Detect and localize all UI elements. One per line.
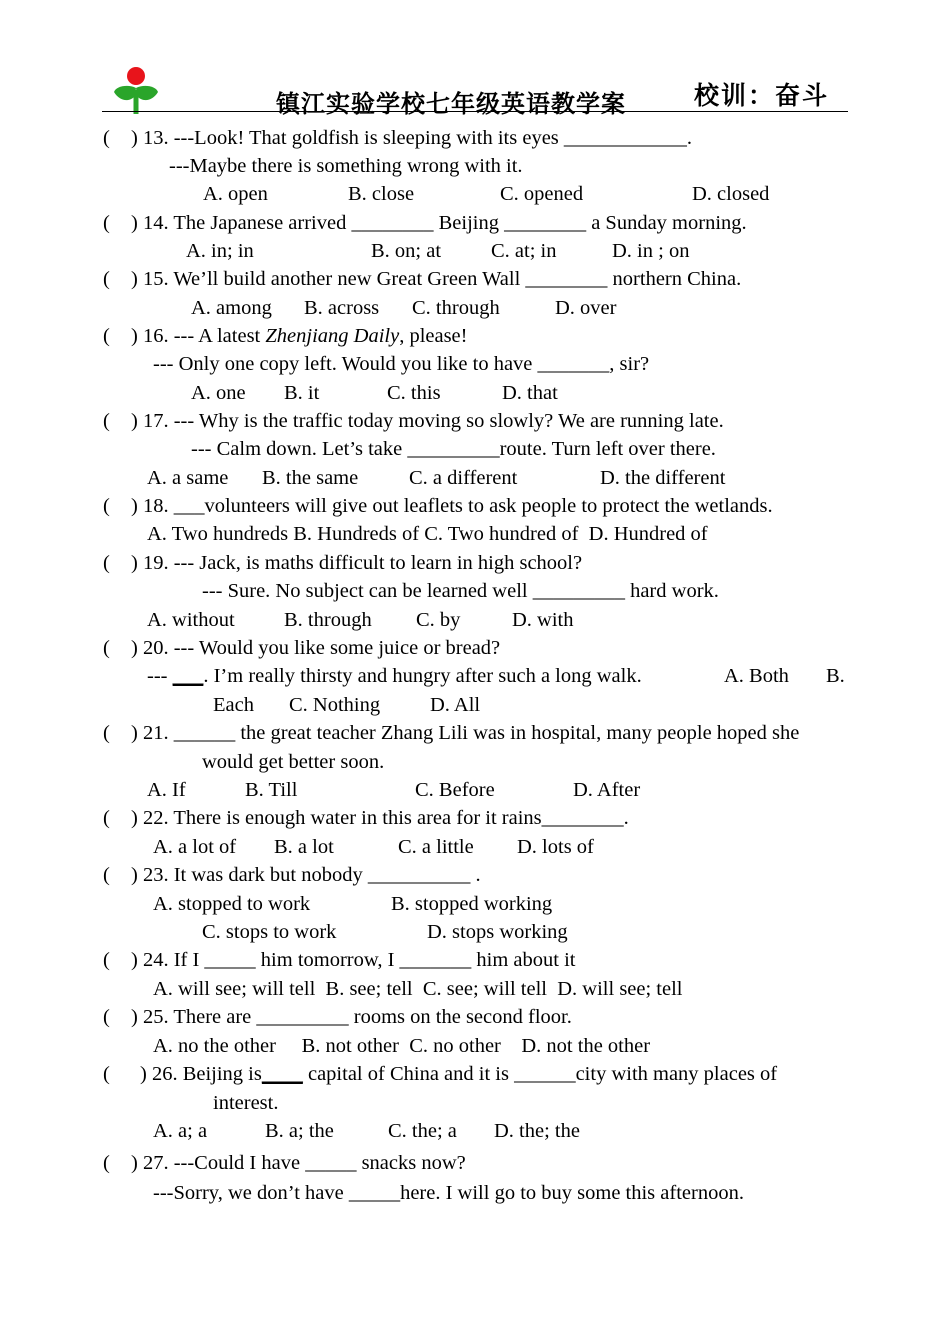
q15-option-b: B. across bbox=[304, 297, 380, 319]
q22-prompt: ) 22. There is enough water in this area for it rains________. bbox=[131, 807, 629, 829]
answer-bracket: ( bbox=[103, 949, 110, 971]
q16-prompt-italic: Zhenjiang Daily bbox=[265, 325, 400, 347]
q13-option-a: A. open bbox=[203, 183, 268, 205]
q19-option-b: B. through bbox=[284, 609, 372, 631]
q19-reply: --- Sure. No subject can be learned well _________ hard work. bbox=[202, 580, 719, 602]
answer-bracket: ( bbox=[103, 722, 110, 744]
q21-option-a: A. If bbox=[147, 779, 186, 801]
q23-option-c: C. stops to work bbox=[202, 921, 337, 943]
q24-options: A. will see; will tell B. see; tell C. see; will tell D. will see; tell bbox=[153, 978, 683, 1000]
answer-bracket: ( bbox=[103, 1152, 110, 1174]
q15-option-a: A. among bbox=[191, 297, 272, 319]
q19-option-c: C. by bbox=[416, 609, 461, 631]
answer-bracket: ( bbox=[103, 212, 110, 234]
q17-option-c: C. a different bbox=[409, 467, 518, 489]
q14-option-d: D. in ; on bbox=[612, 240, 690, 262]
answer-bracket: ( bbox=[103, 637, 110, 659]
q20-option-d: D. All bbox=[430, 694, 481, 716]
q23-option-a: A. stopped to work bbox=[153, 893, 311, 915]
q13-reply: ---Maybe there is something wrong with it. bbox=[169, 155, 523, 177]
q22-option-d: D. lots of bbox=[517, 836, 594, 858]
answer-bracket: ( bbox=[103, 864, 110, 886]
q20-option-a: A. Both bbox=[724, 665, 789, 687]
q16-option-d: D. that bbox=[502, 382, 558, 404]
q20-reply-post: . I’m really thirsty and hungry after such a long walk. bbox=[203, 665, 642, 687]
q16-prompt bbox=[131, 323, 467, 349]
q17-option-b: B. the same bbox=[262, 467, 359, 489]
q16-option-a: A. one bbox=[191, 382, 246, 404]
q26-option-d: D. the; the bbox=[494, 1120, 580, 1142]
q17-option-a: A. a same bbox=[147, 467, 229, 489]
q20-reply-blank: ___ bbox=[172, 665, 204, 687]
header-title: 镇江实验学校七年级英语教学案 bbox=[276, 92, 626, 118]
answer-bracket: ( bbox=[103, 1006, 110, 1028]
q20-option-b-cont: Each bbox=[213, 694, 254, 716]
q15-option-d: D. over bbox=[555, 297, 617, 319]
q16-prompt-post: , please! bbox=[399, 325, 468, 347]
q26-prompt-p2: capital of China and it is ______city with many places of bbox=[302, 1063, 778, 1085]
q26-prompt-cont: interest. bbox=[213, 1092, 279, 1114]
q13-option-c: C. opened bbox=[500, 183, 584, 205]
answer-bracket: ( bbox=[103, 807, 110, 829]
q26-prompt-p1: ) 26. Beijing is bbox=[140, 1063, 262, 1085]
q14-option-a: A. in; in bbox=[186, 240, 254, 262]
q26-option-a: A. a; a bbox=[153, 1120, 208, 1142]
q15-option-c: C. through bbox=[412, 297, 500, 319]
answer-bracket: ( bbox=[103, 410, 110, 432]
q24-prompt: ) 24. If I _____ him tomorrow, I _______ him about it bbox=[131, 949, 576, 971]
q13-prompt: ) 13. ---Look! That goldfish is sleeping with its eyes ____________. bbox=[131, 127, 693, 149]
q23-prompt: ) 23. It was dark but nobody __________ . bbox=[131, 864, 481, 886]
q23-option-b: B. stopped working bbox=[391, 893, 553, 915]
school-motto: 校训：奋斗 bbox=[694, 83, 830, 110]
q17-prompt: ) 17. --- Why is the traffic today moving so slowly? We are running late. bbox=[131, 410, 724, 432]
q14-option-b: B. on; at bbox=[371, 240, 442, 262]
q22-option-b: B. a lot bbox=[274, 836, 334, 858]
answer-bracket: ( bbox=[103, 325, 110, 347]
q14-option-c: C. at; in bbox=[491, 240, 557, 262]
q16-option-c: C. this bbox=[387, 382, 441, 404]
q16-reply: --- Only one copy left. Would you like to have _______, sir? bbox=[153, 353, 650, 375]
header-rule bbox=[102, 111, 848, 112]
q26-option-b: B. a; the bbox=[265, 1120, 334, 1142]
q14-prompt: ) 14. The Japanese arrived ________ Beijing ________ a Sunday morning. bbox=[131, 212, 747, 234]
q17-reply: --- Calm down. Let’s take _________route. Turn left over there. bbox=[191, 438, 716, 460]
q20-option-c: C. Nothing bbox=[289, 694, 381, 716]
q19-option-a: A. without bbox=[147, 609, 235, 631]
answer-bracket: ( bbox=[103, 127, 110, 149]
q22-option-a: A. a lot of bbox=[153, 836, 237, 858]
q25-options: A. no the other B. not other C. no other D. not the other bbox=[153, 1035, 651, 1057]
q23-option-d: D. stops working bbox=[427, 921, 568, 943]
q16-prompt-pre: ) 16. --- A latest bbox=[131, 325, 266, 347]
q22-option-c: C. a little bbox=[398, 836, 474, 858]
q19-option-d: D. with bbox=[512, 609, 574, 631]
q26-prompt bbox=[140, 1061, 846, 1087]
q18-options: A. Two hundreds B. Hundreds of C. Two hundred of D. Hundred of bbox=[147, 523, 708, 545]
q20-reply-pre: --- bbox=[147, 665, 173, 687]
q15-prompt: ) 15. We’ll build another new Great Green Wall ________ northern China. bbox=[131, 268, 742, 290]
answer-bracket: ( bbox=[103, 552, 110, 574]
q13-option-b: B. close bbox=[348, 183, 415, 205]
q27-reply: ---Sorry, we don’t have _____here. I will go to buy some this afternoon. bbox=[153, 1182, 744, 1204]
q25-prompt: ) 25. There are _________ rooms on the second floor. bbox=[131, 1006, 572, 1028]
q16-option-b: B. it bbox=[284, 382, 320, 404]
q21-option-c: C. Before bbox=[415, 779, 495, 801]
q19-prompt: ) 19. --- Jack, is maths difficult to learn in high school? bbox=[131, 552, 583, 574]
answer-bracket: ( bbox=[103, 495, 110, 517]
q21-prompt-cont: would get better soon. bbox=[202, 751, 385, 773]
q21-prompt: ) 21. ______ the great teacher Zhang Lili was in hospital, many people hoped she bbox=[131, 722, 800, 744]
q20-prompt: ) 20. --- Would you like some juice or bread? bbox=[131, 637, 501, 659]
answer-bracket: ( bbox=[103, 268, 110, 290]
q27-prompt: ) 27. ---Could I have _____ snacks now? bbox=[131, 1152, 466, 1174]
page-header bbox=[102, 62, 848, 118]
q21-option-d: D. After bbox=[573, 779, 641, 801]
q20-reply bbox=[147, 663, 642, 689]
q17-option-d: D. the different bbox=[600, 467, 726, 489]
q18-prompt: ) 18. ___volunteers will give out leaflets to ask people to protect the wetlands. bbox=[131, 495, 773, 517]
q20-option-b: B. bbox=[826, 665, 845, 687]
q21-option-b: B. Till bbox=[245, 779, 298, 801]
answer-bracket: ( bbox=[103, 1063, 110, 1085]
q13-option-d: D. closed bbox=[692, 183, 770, 205]
q26-prompt-blank: ____ bbox=[261, 1063, 303, 1085]
q26-option-c: C. the; a bbox=[388, 1120, 457, 1142]
